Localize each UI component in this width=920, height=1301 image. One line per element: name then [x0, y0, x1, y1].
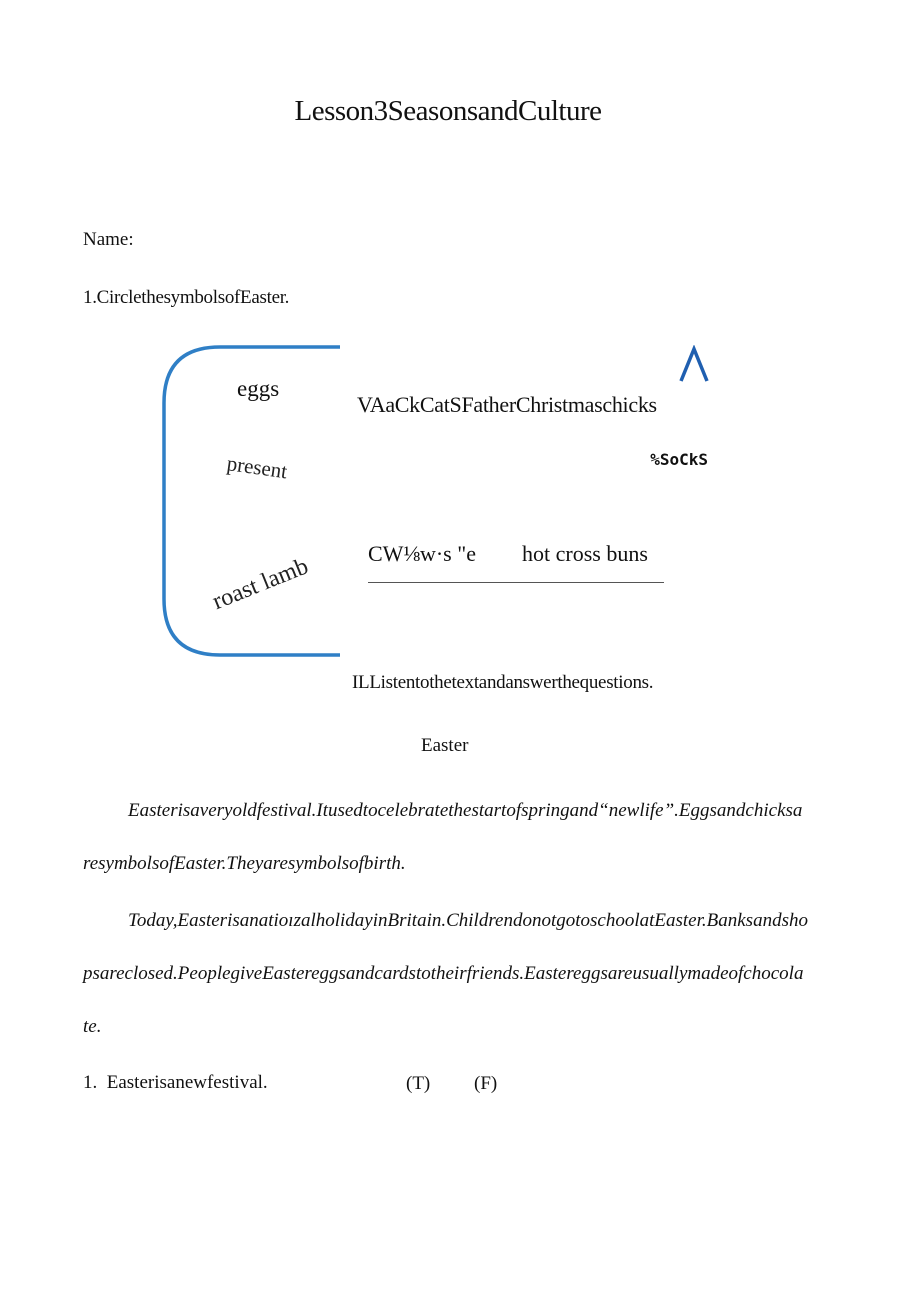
question-2: ILListentothetextandanswerthequestions.: [352, 672, 654, 693]
word-row-3-left: CW⅛w·s "e: [368, 541, 476, 566]
tf-question-1: [83, 1072, 268, 1094]
page-title: Lesson3SeasonsandCulture: [294, 95, 602, 127]
passage-title: Easter: [421, 735, 469, 756]
word-roast-lamb: roast lamb: [208, 553, 312, 616]
caret-icon: [677, 345, 711, 383]
tf-question-text: Easterisanewfestival.: [106, 1072, 268, 1093]
false-option[interactable]: (F): [474, 1073, 498, 1094]
question-1: 1.CirclethesymbolsofEaster.: [83, 287, 290, 308]
underline-divider: [368, 582, 664, 583]
true-option[interactable]: (T): [406, 1073, 431, 1094]
passage-paragraph-1: Easterisaveryoldfestival.Itusedtocelebratethestartofspringand“newlife”.EggsandchicksaresymbolsofEaster.Theyaresymbolsofbirth.: [83, 800, 803, 874]
passage-paragraph-2: Today,EasterisanatioızalholidayinBritain.ChildrendonotgotoschoolatEaster.Banksandshopsareclosed.PeoplegiveEastereggsandcardstotheirfriends.Eastereggsareusuallymadeofchocolate.: [83, 910, 808, 1037]
word-row-1: VAaCkCatSFatherChristmaschicks: [357, 392, 657, 417]
name-label: Name:: [83, 229, 134, 250]
word-hot-cross-buns: hot cross buns: [522, 541, 648, 566]
word-eggs: eggs: [237, 376, 280, 401]
word-socks: %SoCkS: [650, 450, 708, 469]
word-present: present: [225, 451, 289, 484]
tf-question-number: 1.: [83, 1072, 98, 1093]
